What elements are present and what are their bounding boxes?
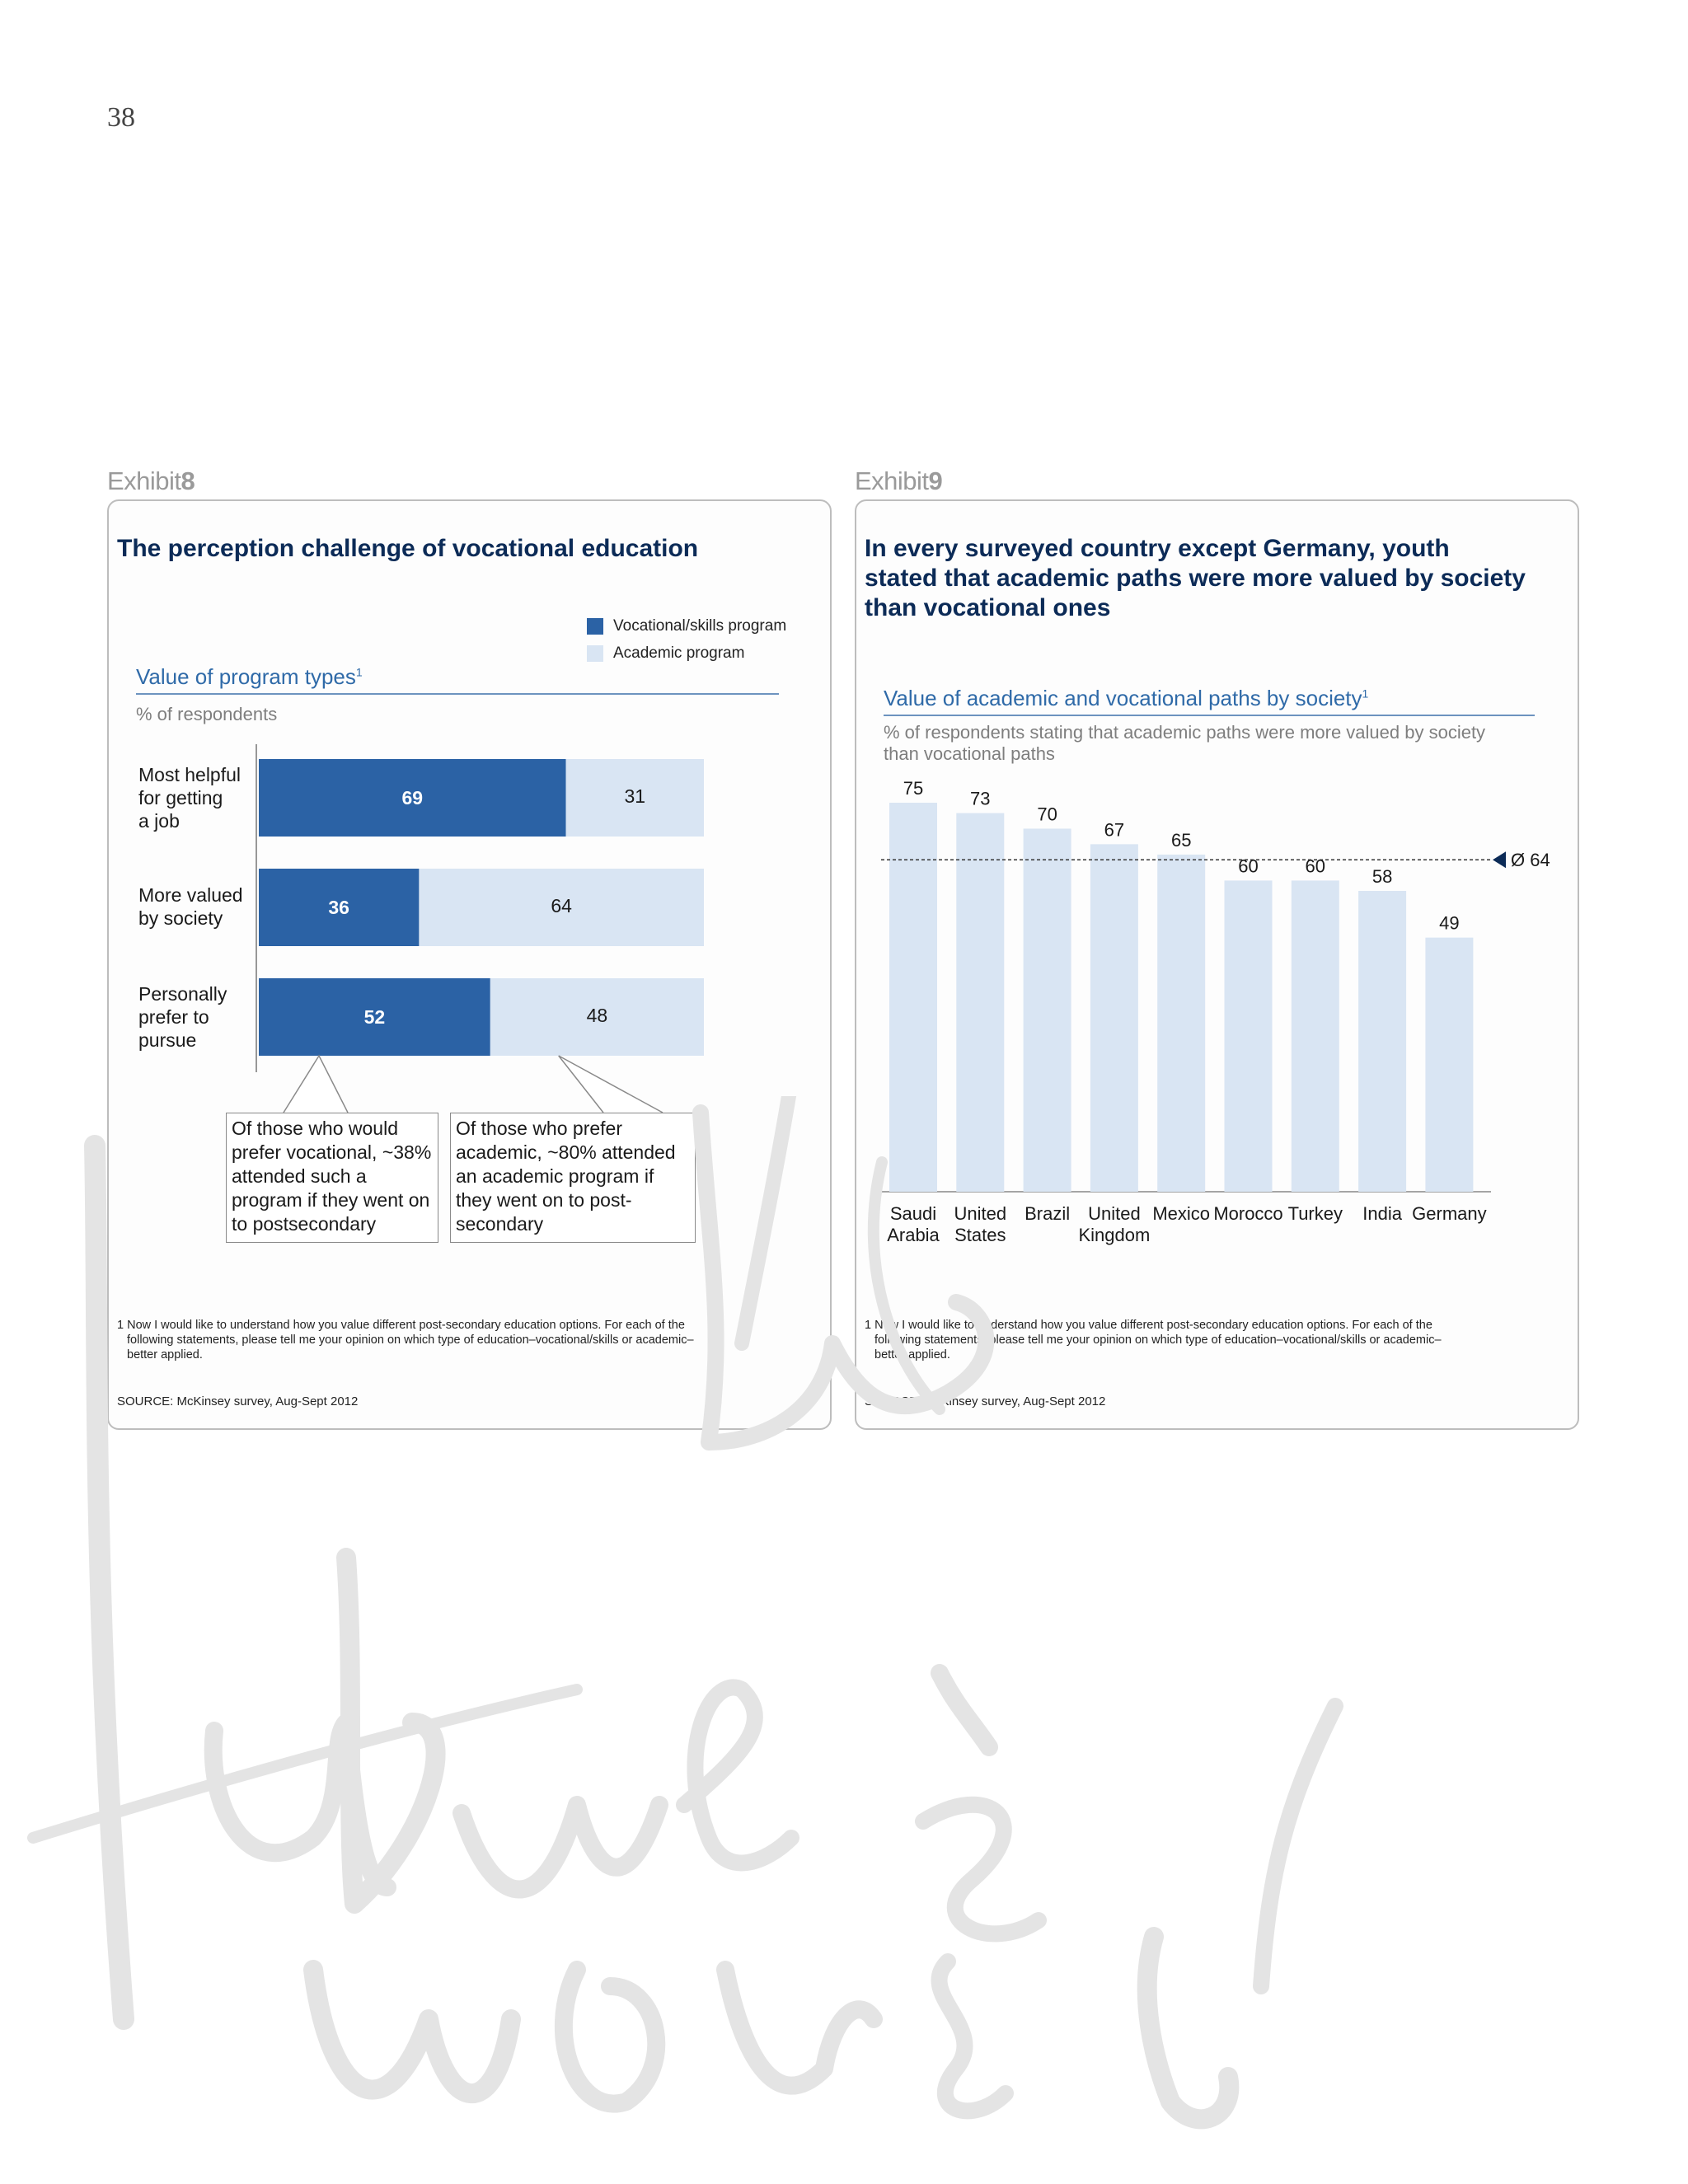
exhibit8-footnote-line3: better applied. [127,1348,203,1361]
page-number: 38 [107,102,135,133]
exhibit9-label [855,466,942,496]
bar-value-label: 65 [1170,829,1192,851]
bar-value-label: 60 [1238,855,1259,877]
bar-country [1425,938,1473,1192]
bar-value-label: 49 [1439,912,1460,934]
exhibit9-label-prefix: Exhibit [855,466,929,495]
handwritten-watermark [0,1096,1401,2184]
bar-label-academic: 48 [586,1005,608,1026]
bar-value-label: 70 [1037,804,1057,825]
exhibit9-unit-note-line1: % of respondents stating that academic paths were more valued by society [884,722,1486,743]
x-tick-label: Saudi [889,1203,937,1224]
bar-value-label: 73 [970,788,991,809]
x-tick-label: Arabia [887,1225,940,1245]
row-label-society-line2: by society [138,907,223,929]
exhibit9-footnote-line3: better applied. [874,1348,950,1361]
exhibit8-label-prefix: Exhibit [107,466,181,495]
exhibit8-label-number: 8 [181,466,195,495]
exhibit8-subtitle-sup: 1 [355,665,363,679]
x-tick-label: Morocco [1213,1203,1283,1224]
row-label-job-line1: Most helpful [138,764,241,785]
bar-label-vocational: 52 [363,1006,386,1028]
x-tick-label: Brazil [1025,1203,1071,1224]
exhibit9-source: SOURCE: McKinsey survey, Aug-Sept 2012 [865,1394,1106,1408]
bar-label-academic: 31 [624,785,646,807]
exhibit8-source: SOURCE: McKinsey survey, Aug-Sept 2012 [117,1394,359,1408]
exhibit9-unit-note-line2: than vocational paths [884,743,1055,764]
row-label-personal-line1: Personally [138,983,227,1005]
legend-label-academic: Academic program [613,644,745,662]
row-label-personal-line2: prefer to [138,1006,209,1028]
exhibit9-subtitle-sup: 1 [1362,687,1369,701]
exhibit8-unit-note: % of respondents [136,704,278,724]
exhibit9-title-line2: stated that academic paths were more valued by society [865,565,1526,592]
callout-academic: Of those who prefer academic, ~80% attended an academic program if they went on to post-secondary [450,1113,696,1243]
row-label-society-line1: More valued [138,884,243,906]
row-label-job-line3: a job [138,810,180,832]
x-tick-label: United [1088,1203,1141,1224]
average-marker [1493,851,1506,868]
x-tick-label: States [954,1225,1006,1245]
bar-label-vocational: 69 [401,787,424,808]
exhibit9-title-line3: than vocational ones [865,594,1111,621]
exhibit8-label [107,466,195,496]
x-tick-label: Germany [1412,1203,1487,1224]
exhibit8-footnote-line1: 1 Now I would like to understand how you value different post-secondary education options. For each of the [117,1319,685,1332]
exhibit8-footnote-line2: following statements, please tell me your opinion on which type of education–vocational/skills or academic– [127,1333,694,1347]
bar-value-label: 75 [903,778,924,799]
bar-value-label: 67 [1104,819,1125,841]
bar-value-label: 60 [1305,855,1326,877]
x-tick-label: United [954,1203,1007,1224]
x-tick-label: India [1362,1203,1402,1224]
row-label-job-line2: for getting [138,787,223,808]
x-tick-label: Kingdom [1078,1225,1151,1245]
exhibit9-footnote-line1: 1 Now I would like to understand how you value different post-secondary education options. For each of the [865,1319,1432,1332]
exhibit9-footnote-line2: following statements, please tell me your opinion on which type of education–vocational/skills or academic– [874,1333,1442,1347]
bar-label-vocational: 36 [328,897,349,918]
average-label: Ø 64 [1511,850,1550,871]
legend-label-vocational: Vocational/skills program [613,617,787,635]
bar-value-label: 58 [1372,865,1393,887]
x-tick-label: Mexico [1152,1203,1211,1224]
exhibit9-subtitle-text: Value of academic and vocational paths by society [884,686,1362,710]
exhibit8-subtitle-text: Value of program types [136,664,356,689]
bar-label-academic: 64 [551,895,572,916]
exhibit8-title: The perception challenge of vocational education [117,535,699,562]
x-tick-label: Turkey [1287,1203,1343,1224]
callout-vocational: Of those who would prefer vocational, ~38% attended such a program if they went on to postsecondary [226,1113,438,1243]
row-label-personal-line3: pursue [138,1029,197,1051]
exhibit9-label-number: 9 [928,466,943,495]
exhibit9-title-line1: In every surveyed country except Germany, youth [865,535,1450,562]
